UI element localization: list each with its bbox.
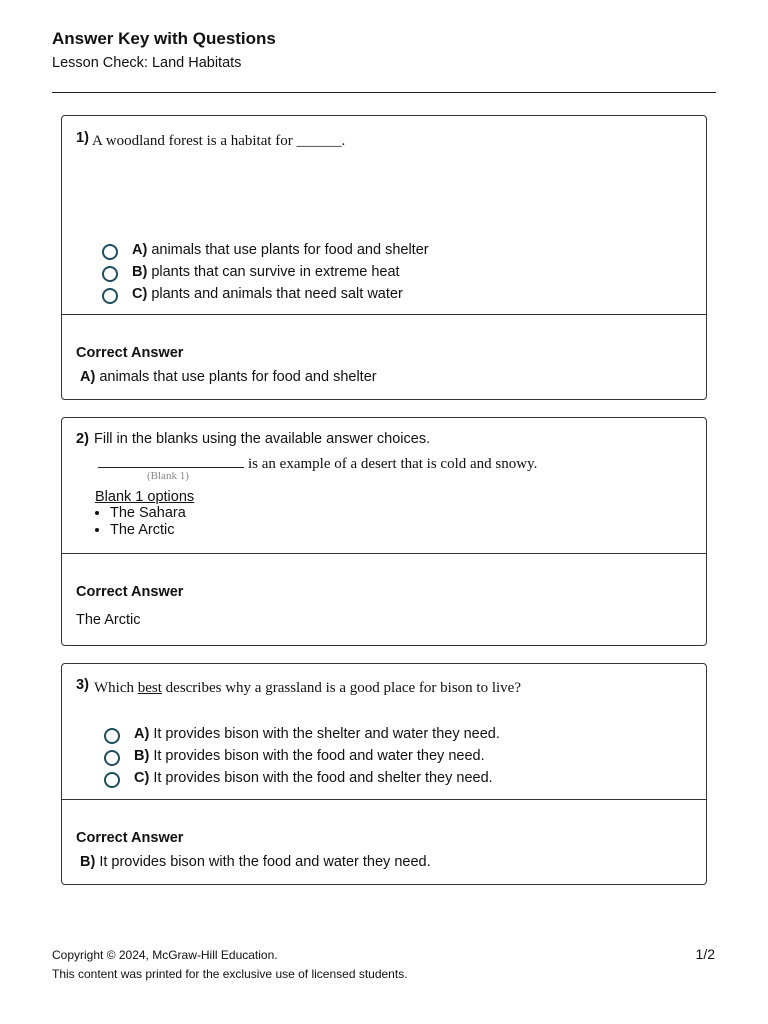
blank-options-list	[95, 505, 186, 539]
question-number: 1)	[76, 130, 89, 146]
license-notice: This content was printed for the exclusive use of licensed students.	[52, 967, 408, 981]
choice-letter: C)	[132, 286, 148, 302]
copyright-text: Copyright © 2024, McGraw-Hill Education.	[52, 948, 278, 962]
choice-text: plants that can survive in extreme heat	[151, 264, 400, 280]
choice-b[interactable]	[102, 261, 429, 283]
question-card-2	[61, 417, 707, 646]
choice-text: It provides bison with the shelter and water they need.	[153, 726, 500, 742]
choice-letter: A)	[134, 726, 150, 742]
blank-caption: (Blank 1)	[147, 470, 189, 482]
correct-answer-letter: B)	[80, 854, 96, 870]
choice-a[interactable]	[104, 723, 500, 745]
question-section	[62, 116, 706, 315]
correct-answer-value: The Arctic	[76, 612, 141, 628]
correct-answer-value: animals that use plants for food and shelter	[99, 369, 377, 385]
header-divider	[52, 92, 716, 93]
choice-a[interactable]	[102, 239, 429, 261]
question-text-before: Which	[94, 680, 138, 696]
correct-answer-label: Correct Answer	[76, 830, 184, 846]
question-number: 2)	[76, 431, 89, 447]
choice-letter: C)	[134, 770, 150, 786]
choice-letter: B)	[132, 264, 148, 280]
choice-text: animals that use plants for food and shelter	[151, 242, 429, 258]
page-number: 1/2	[695, 946, 715, 962]
answer-section	[62, 800, 706, 884]
radio-button-icon[interactable]	[102, 266, 118, 282]
radio-button-icon[interactable]	[104, 772, 120, 788]
question-text: A woodland forest is a habitat for ______.	[92, 133, 346, 149]
correct-answer-label: Correct Answer	[76, 584, 184, 600]
answer-choices	[104, 723, 500, 789]
correct-answer-text	[80, 369, 377, 385]
page-subtitle: Lesson Check: Land Habitats	[52, 55, 242, 71]
option-item: • The Arctic	[110, 522, 186, 539]
correct-answer-letter: A)	[80, 369, 96, 385]
question-card-1	[61, 115, 707, 400]
correct-answer-label: Correct Answer	[76, 345, 184, 361]
answer-choices	[102, 239, 429, 305]
answer-section	[62, 554, 706, 645]
footer	[52, 946, 408, 984]
radio-button-icon[interactable]	[104, 750, 120, 766]
choice-c[interactable]	[104, 767, 500, 789]
choice-text: It provides bison with the food and shelter they need.	[153, 770, 493, 786]
document-header	[52, 28, 716, 72]
choice-c[interactable]	[102, 283, 429, 305]
page-title: Answer Key with Questions	[52, 29, 276, 48]
choice-text: It provides bison with the food and water they need.	[153, 748, 485, 764]
choice-letter: B)	[134, 748, 150, 764]
blank-1-line	[98, 467, 244, 468]
choice-text: plants and animals that need salt water	[151, 286, 403, 302]
question-section	[62, 418, 706, 554]
question-card-3	[61, 663, 707, 885]
choice-letter: A)	[132, 242, 148, 258]
question-text-after: describes why a grassland is a good place for bison to live?	[161, 680, 521, 696]
question-number: 3)	[76, 677, 89, 693]
radio-button-icon[interactable]	[102, 244, 118, 260]
question-instruction: Fill in the blanks using the available answer choices.	[94, 431, 431, 447]
answer-section	[62, 315, 706, 399]
choice-b[interactable]	[104, 745, 500, 767]
option-item: • The Sahara	[110, 505, 186, 522]
correct-answer-value: It provides bison with the food and water they need.	[99, 854, 431, 870]
radio-button-icon[interactable]	[104, 728, 120, 744]
question-sentence: is an example of a desert that is cold and snowy.	[248, 456, 538, 472]
question-text	[94, 680, 521, 697]
question-emphasis: best	[137, 680, 162, 696]
blank-options-title: Blank 1 options	[95, 489, 195, 505]
question-section	[62, 664, 706, 800]
correct-answer-text	[80, 854, 431, 870]
radio-button-icon[interactable]	[102, 288, 118, 304]
